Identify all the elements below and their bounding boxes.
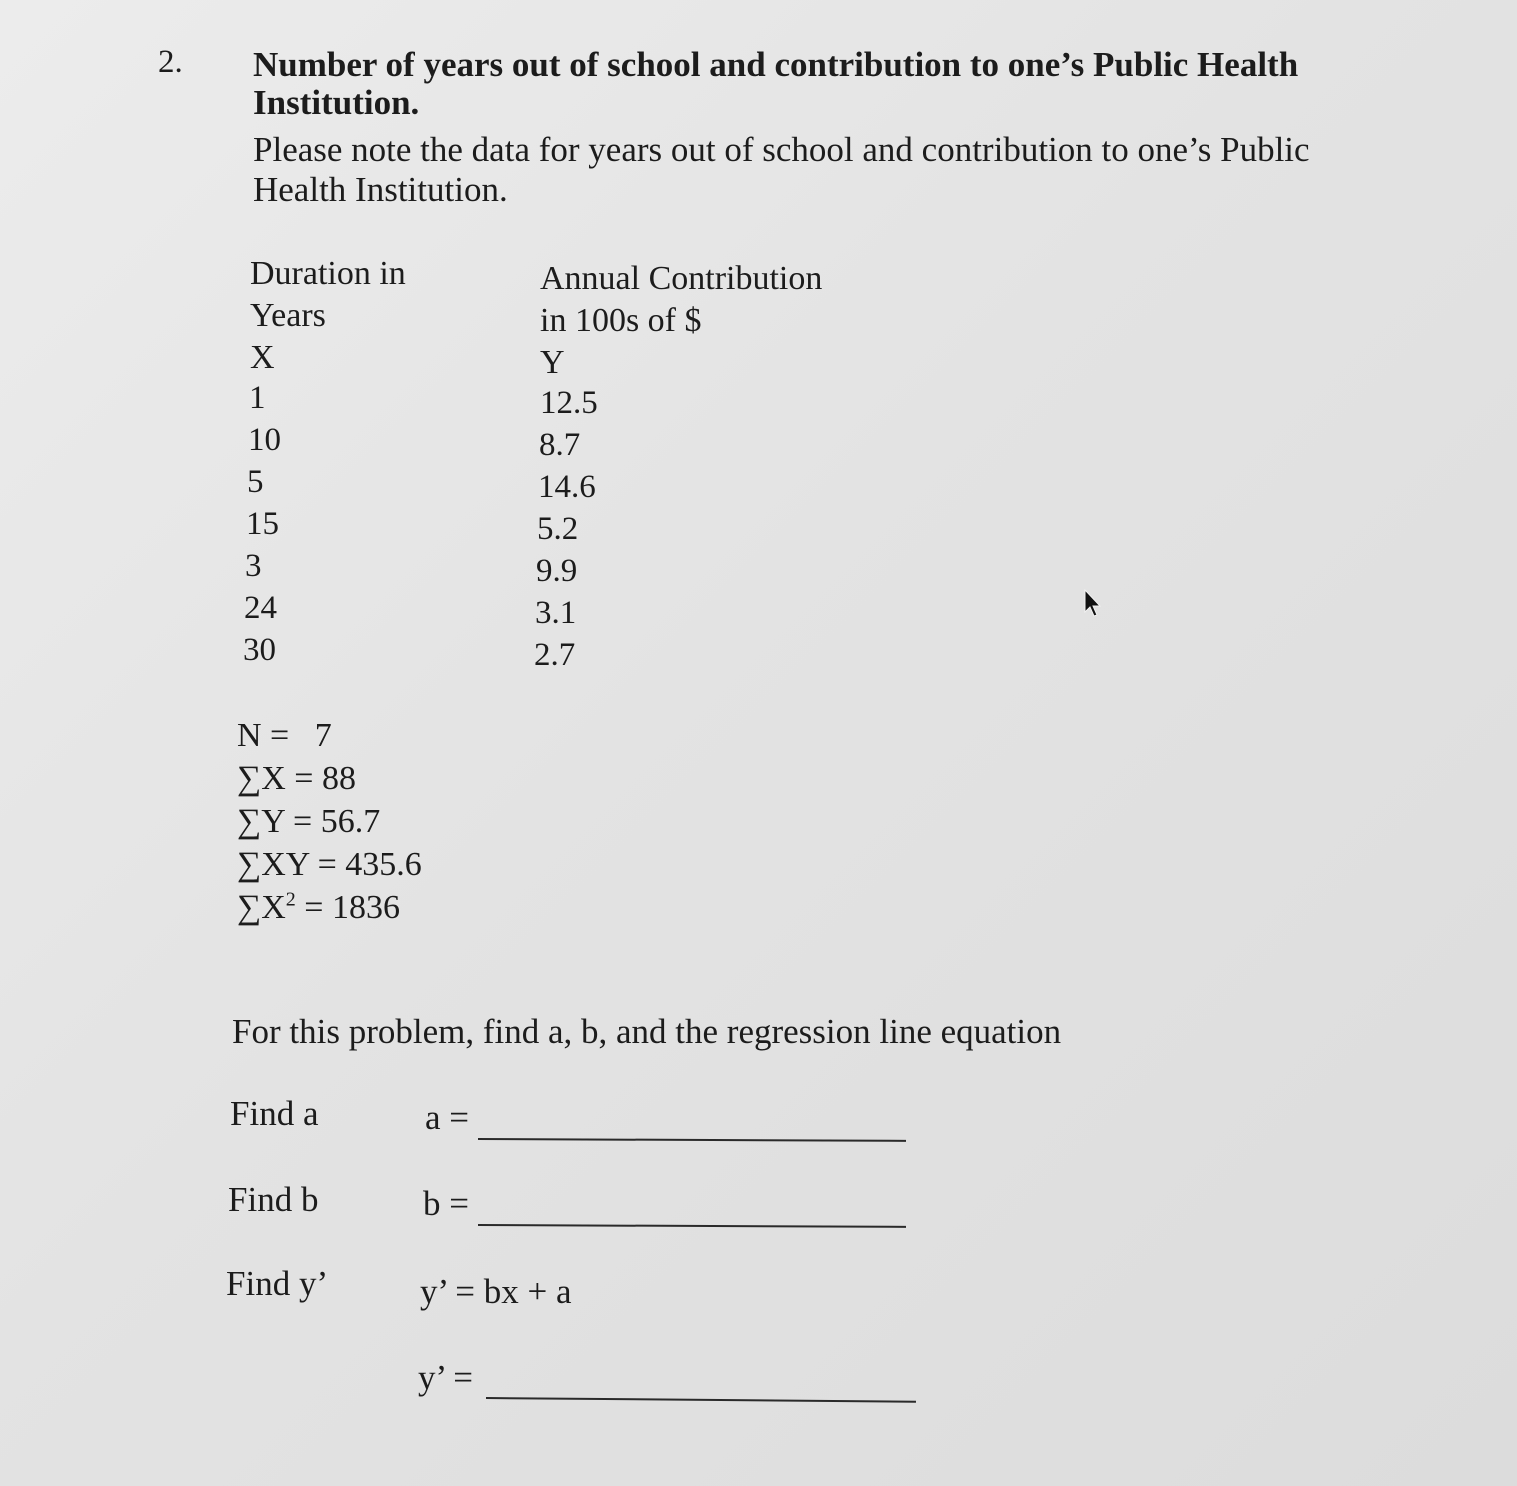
- y-header-line-3: Y: [540, 344, 565, 381]
- x-column-header: [250, 253, 406, 379]
- y-equals-label: y’ =: [418, 1358, 474, 1397]
- x-header-line-1: Duration in: [250, 255, 406, 292]
- x-header-line-3: X: [250, 339, 275, 376]
- x-value: 1: [249, 380, 266, 416]
- stat-sum-xy: ∑XY = 435.6: [237, 846, 422, 883]
- y-value: 14.6: [538, 469, 596, 505]
- find-a-label: Find a: [230, 1094, 319, 1133]
- problem-prompt: For this problem, find a, b, and the regression line equation: [232, 1012, 1062, 1051]
- stat-sum-x: ∑X = 88: [237, 760, 356, 797]
- y-value: 9.9: [536, 553, 578, 589]
- y-value: 2.7: [534, 637, 576, 673]
- y-header-line-1: Annual Contribution: [540, 260, 823, 297]
- a-answer-line[interactable]: [478, 1138, 906, 1142]
- y-value: 3.1: [535, 595, 577, 631]
- stat-sum-y: ∑Y = 56.7: [237, 803, 381, 840]
- stat-sum-x-squared: [237, 886, 422, 929]
- stat-sum-x2-exponent: 2: [285, 888, 296, 911]
- summary-stats: [237, 714, 422, 929]
- regression-formula: y’ = bx + a: [420, 1272, 572, 1311]
- y-value: 5.2: [537, 511, 579, 547]
- y-answer-line[interactable]: [486, 1397, 916, 1403]
- b-answer-line[interactable]: [478, 1224, 906, 1228]
- x-value: 24: [244, 590, 277, 626]
- b-equals-label: b =: [423, 1184, 469, 1223]
- x-value: 15: [246, 506, 279, 542]
- y-header-line-2: in 100s of $: [540, 302, 702, 339]
- stat-n: N = 7: [237, 717, 332, 754]
- question-intro: Please note the data for years out of school and contribution to one’s Public Health Institution.: [253, 130, 1310, 209]
- find-y-label: Find y’: [226, 1264, 329, 1303]
- question-title: Number of years out of school and contribution to one’s Public Health Institution.: [253, 45, 1299, 122]
- stat-sum-x2-suffix: = 1836: [295, 889, 400, 926]
- y-value: 12.5: [540, 385, 598, 421]
- y-value: 8.7: [539, 427, 581, 463]
- x-value: 5: [247, 464, 264, 500]
- a-equals-label: a =: [425, 1098, 470, 1137]
- find-b-label: Find b: [228, 1180, 319, 1219]
- x-value: 10: [248, 422, 281, 458]
- stat-sum-x2-prefix: ∑X: [237, 889, 286, 926]
- x-header-line-2: Years: [250, 297, 326, 334]
- y-column-header: [540, 258, 822, 384]
- question-number: 2.: [158, 44, 183, 80]
- x-value: 3: [245, 548, 262, 584]
- mouse-cursor-icon: [1082, 588, 1104, 618]
- x-value: 30: [243, 632, 276, 668]
